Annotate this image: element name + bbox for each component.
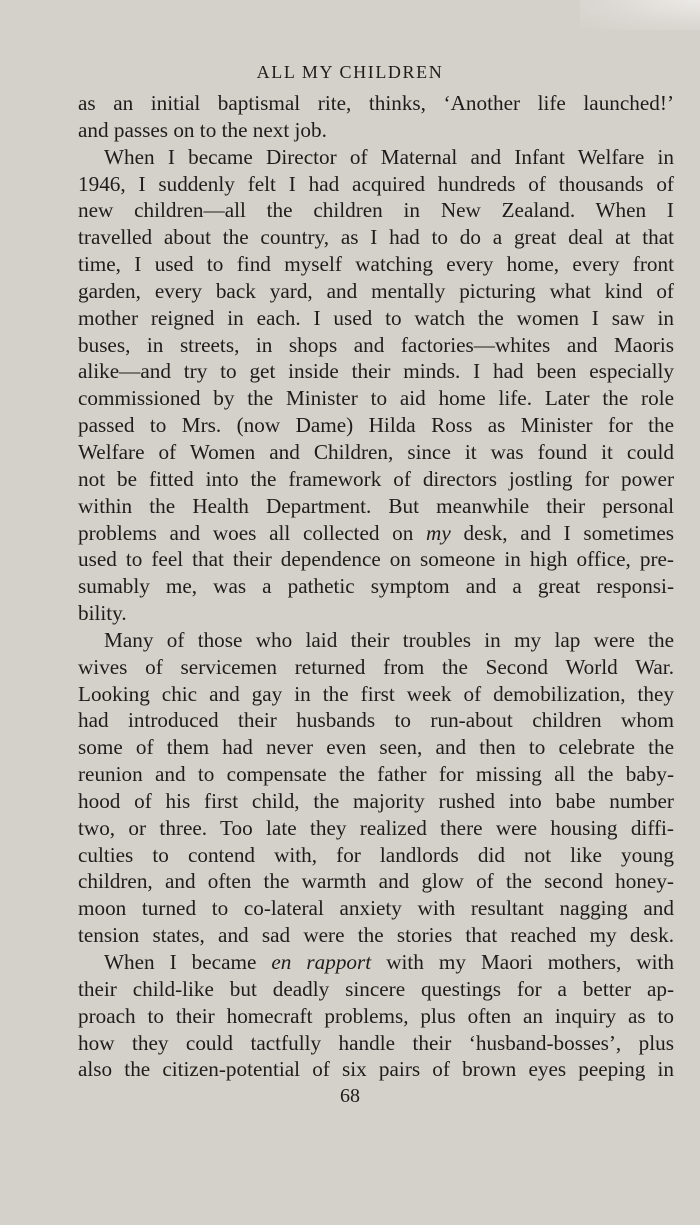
text-line: moon turned to co-lateral anxiety with resultant nagging and [78,896,674,921]
text-line: their child-like but deadly sincere questings for a better ap- [78,976,674,1001]
text-line: new children—all the children in New Zealand. When I [78,198,674,223]
text-line: also the citizen-potential of six pairs of brown eyes peeping in [78,1057,674,1082]
text-line: as an initial baptismal rite, thinks, ‘Another life launched!’ [78,91,674,115]
text-line: reunion and to compensate the father for missing all the baby- [78,762,674,787]
page-stain [580,0,700,30]
text-line: commissioned by the Minister to aid home life. Later the role [78,386,674,411]
text-line: not be fitted into the framework of directors jostling for power [78,466,674,491]
text-line: When I became Director of Maternal and Infant Welfare in [104,144,674,169]
text-line: When I became en rapport with my Maori mothers, with [104,950,675,974]
text-line: had introduced their husbands to run-about children whom [78,708,674,733]
italic-phrase: my [426,520,451,545]
text-line: bility. [78,601,127,626]
text-line: time, I used to find myself watching every home, every front [78,252,674,277]
body-text [78,90,674,1083]
text-line: how they could tactfully handle their ‘husband-bosses’, plus [78,1030,674,1055]
text-line: mother reigned in each. I used to watch the women I saw in [78,305,674,330]
text-line: garden, every back yard, and mentally picturing what kind of [78,278,674,303]
text-line: hood of his first child, the majority rushed into babe number [78,788,674,813]
italic-phrase: en rapport [271,950,372,974]
text-line: buses, in streets, in shops and factories—whites and Maoris [78,332,674,357]
text-line: within the Health Department. But meanwhile their personal [78,493,674,518]
text-line: two, or three. Too late they realized there were housing diffi- [78,815,674,840]
text-line: problems and woes all collected on my desk, and I sometimes [78,520,674,545]
running-header: ALL MY CHILDREN [256,62,444,82]
text-line: wives of servicemen returned from the Second World War. [78,654,674,679]
text-line: travelled about the country, as I had to do a great deal at that [78,225,674,250]
text-line: sumably me, was a pathetic symptom and a great responsi- [78,574,674,599]
text-line: and passes on to the next job. [78,117,327,142]
page-number: 68 [340,1085,360,1107]
text-line: passed to Mrs. (now Dame) Hilda Ross as Minister for the [78,413,674,438]
text-line: used to feel that their dependence on someone in high office, pre- [78,547,674,572]
text-line: children, and often the warmth and glow of the second honey- [78,869,674,894]
text-line: proach to their homecraft problems, plus often an inquiry as to [78,1003,674,1028]
text-line: culties to contend with, for landlords did not like young [78,842,674,867]
text-line: tension states, and sad were the stories that reached my desk. [78,923,674,948]
text-line: 1946, I suddenly felt I had acquired hundreds of thousands of [78,171,674,196]
text-line: some of them had never even seen, and then to celebrate the [78,735,674,760]
text-line: alike—and try to get inside their minds. I had been especially [78,359,674,384]
text-line: Looking chic and gay in the first week of demobilization, they [78,681,674,706]
text-line: Many of those who laid their troubles in my lap were the [104,627,674,652]
text-line: Welfare of Women and Children, since it was found it could [78,439,674,464]
